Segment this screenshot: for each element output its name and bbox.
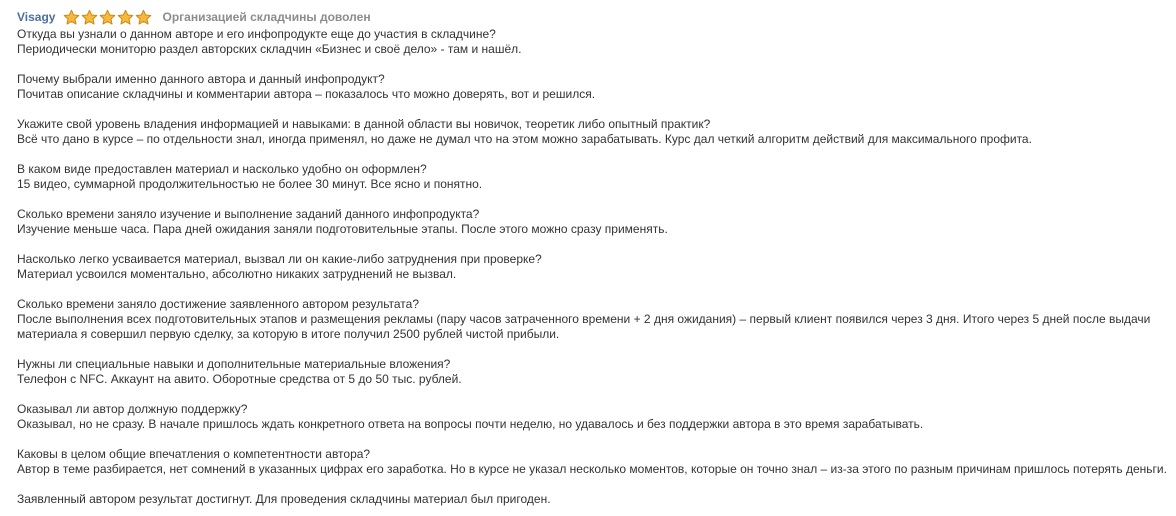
qa-item xyxy=(17,27,1172,57)
author-link[interactable]: Visagy xyxy=(17,10,56,24)
star-filled-icon xyxy=(117,9,134,26)
answer: 15 видео, суммарной продолжительностью не более 30 минут. Все ясно и понятно. xyxy=(17,177,483,191)
qa-item xyxy=(17,447,1172,477)
star-filled-icon xyxy=(99,9,116,26)
answer: Оказывал, но не сразу. В начале пришлось ждать конкретного ответа на вопросы почти неделю, но удавалось и без поддержки автора в это время зарабатывать. xyxy=(17,417,924,431)
review-header xyxy=(17,8,1172,26)
answer: Материал усвоился моментально, абсолютно никаких затруднений не вызвал. xyxy=(17,267,457,281)
review-verdict: Организацией складчины доволен xyxy=(162,10,371,24)
question: Сколько времени заняло достижение заявленного автором результата? xyxy=(17,297,420,311)
question: Каковы в целом общие впечатления о компетентности автора? xyxy=(17,447,371,461)
qa-item xyxy=(17,252,1172,282)
rating-stars xyxy=(63,9,153,26)
answer: Почитав описание складчины и комментарии автора – показалось что можно доверять, вот и решился. xyxy=(17,87,596,101)
answer: После выполнения всех подготовительных этапов и размещения рекламы (пару часов затраченного времени + 2 дня ожидания) – первый клиент появился через 3 дня. Итого через 5 дней после выдачи материала я совершил первую сделку, за которую в итоге получил 2500 рублей чистой прибыли. xyxy=(17,312,1151,341)
review-conclusion: Заявленный автором результат достигнут. Для проведения складчины материал был пригоден. xyxy=(17,492,551,506)
question: Нужны ли специальные навыки и дополнительные материальные вложения? xyxy=(17,357,451,371)
answer: Периодически мониторю раздел авторских складчин «Бизнес и своё дело» - там и нашёл. xyxy=(17,42,522,56)
review-card xyxy=(17,8,1172,507)
answer: Изучение меньше часа. Пара дней ожидания заняли подготовительные этапы. После этого можно сразу применять. xyxy=(17,222,668,236)
star-filled-icon xyxy=(63,9,80,26)
answer: Телефон с NFC. Аккаунт на авито. Оборотные средства от 5 до 50 тыс. рублей. xyxy=(17,372,462,386)
question: Сколько времени заняло изучение и выполнение заданий данного инфопродукта? xyxy=(17,207,480,221)
qa-item xyxy=(17,72,1172,102)
star-filled-icon xyxy=(81,9,98,26)
qa-item xyxy=(17,357,1172,387)
qa-list xyxy=(17,27,1172,477)
qa-item xyxy=(17,207,1172,237)
qa-item xyxy=(17,117,1172,147)
question: В каком виде предоставлен материал и насколько удобно он оформлен? xyxy=(17,162,427,176)
answer: Автор в теме разбирается, нет сомнений в указанных цифрах его заработка. Но в курсе не указал несколько моментов, которые он точно знал – из-за этого по разным причинам пришлось потерять деньги. xyxy=(17,462,1167,476)
qa-item xyxy=(17,402,1172,432)
star-filled-icon xyxy=(135,9,152,26)
qa-item xyxy=(17,297,1172,342)
question: Почему выбрали именно данного автора и данный инфопродукт? xyxy=(17,72,385,86)
qa-item xyxy=(17,162,1172,192)
question: Укажите свой уровень владения информацией и навыками: в данной области вы новичок, теоретик либо опытный практик? xyxy=(17,117,711,131)
question: Оказывал ли автор должную поддержку? xyxy=(17,402,248,416)
question: Насколько легко усваивается материал, вызвал ли он какие-либо затруднения при проверке? xyxy=(17,252,542,266)
answer: Всё что дано в курсе – по отдельности знал, иногда применял, но даже не думал что на этом можно зарабатывать. Курс дал четкий алгоритм действий для максимального профита. xyxy=(17,132,1032,146)
question: Откуда вы узнали о данном авторе и его инфопродукте еще до участия в складчине? xyxy=(17,27,496,41)
